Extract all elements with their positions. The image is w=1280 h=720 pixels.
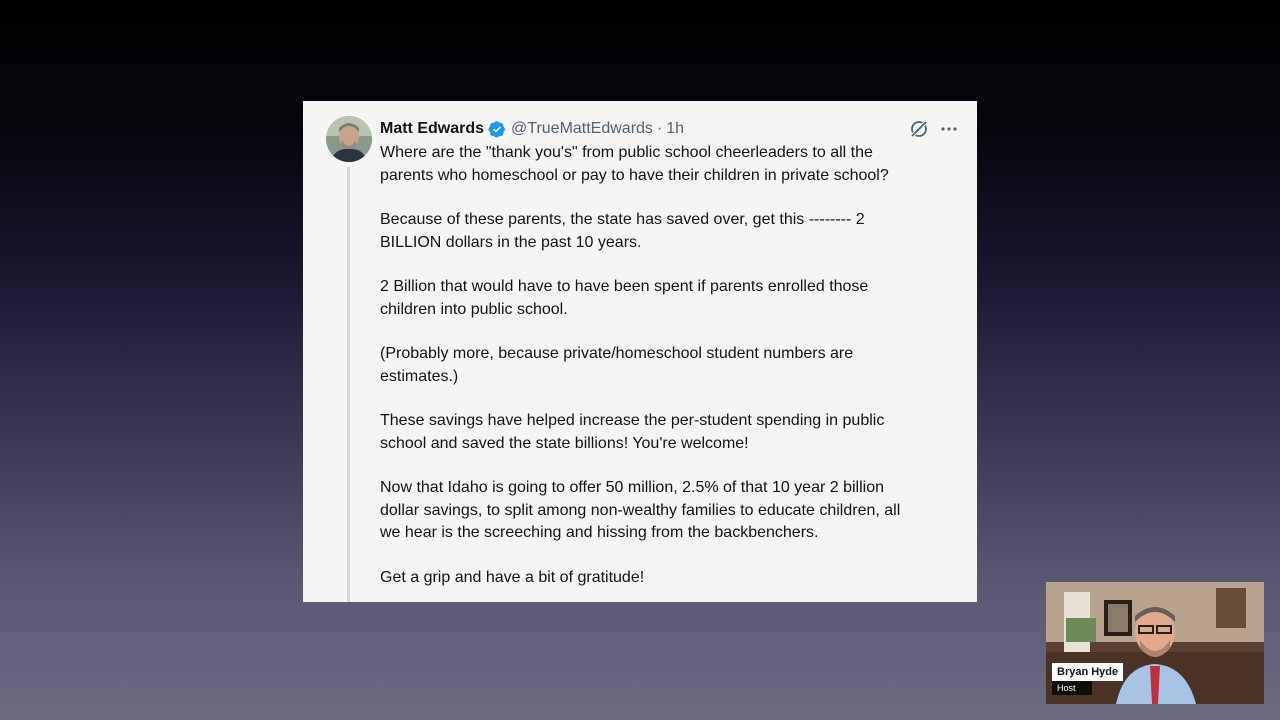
tweet-header xyxy=(380,118,684,140)
grok-icon[interactable] xyxy=(909,119,929,139)
tweet-paragraph: Get a grip and have a bit of gratitude! xyxy=(380,568,645,586)
tweet-card xyxy=(303,101,977,602)
more-options-icon[interactable] xyxy=(939,119,959,139)
author-handle[interactable]: @TrueMattEdwards xyxy=(511,120,653,137)
host-lower-third xyxy=(1052,662,1123,695)
thread-line xyxy=(347,167,350,602)
host-role: Host xyxy=(1052,681,1092,695)
author-name[interactable]: Matt Edwards xyxy=(380,120,485,137)
tweet-paragraph: (Probably more, because private/homeschool student numbers are estimates.) xyxy=(380,345,854,385)
avatar[interactable] xyxy=(326,116,372,162)
tweet-paragraph: These savings have helped increase the per-student spending in public school and saved the state billions! You're welcome! xyxy=(380,412,885,452)
tweet-paragraph: Now that Idaho is going to offer 50 million, 2.5% of that 10 year 2 billion dollar savings, to split among non-wealthy families to educate children, all we hear is the screeching and hissing from the backbenchers. xyxy=(380,479,901,541)
host-name: Bryan Hyde xyxy=(1052,663,1123,681)
timestamp[interactable]: 1h xyxy=(666,120,685,137)
tweet-paragraph: Where are the "thank you's" from public school cheerleaders to all the parents who homeschool or pay to have their children in private school? xyxy=(380,144,889,184)
webcam-overlay xyxy=(1046,582,1264,704)
separator-dot: · xyxy=(656,120,663,137)
tweet-paragraph: 2 Billion that would have to have been spent if parents enrolled those children into public school. xyxy=(380,278,869,318)
verified-badge-icon xyxy=(488,120,506,138)
tweet-text xyxy=(380,142,960,602)
tweet-paragraph: Because of these parents, the state has saved over, get this -------- 2 BILLION dollars in the past 10 years. xyxy=(380,211,865,251)
